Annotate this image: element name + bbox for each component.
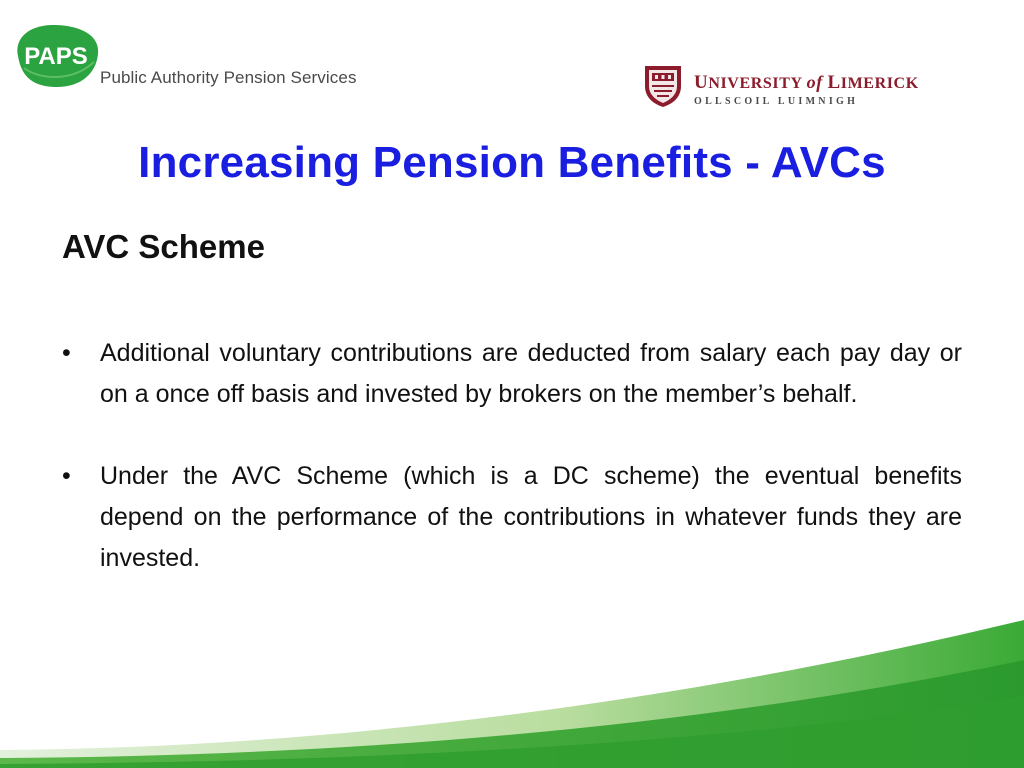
paps-tagline: Public Authority Pension Services	[100, 68, 357, 87]
bullet-item	[62, 333, 962, 415]
bullet-list	[62, 333, 962, 620]
bullet-text: Under the AVC Scheme (which is a DC scheme) the eventual benefits depend on the performance of the contributions in whatever funds they are invested.	[100, 462, 962, 572]
bullet-text: Additional voluntary contributions are deducted from salary each pay day or on a once off basis and invested by brokers on the member’s behalf.	[100, 339, 962, 408]
paps-logo-text: PAPS	[24, 43, 88, 70]
bullet-marker: •	[62, 339, 71, 367]
green-swoosh-decoration	[0, 600, 1024, 768]
paps-logo-icon	[10, 22, 102, 90]
university-irish-name: OLLSCOIL LUIMNIGH	[694, 96, 859, 107]
university-crest-icon	[640, 62, 686, 108]
slide-title: Increasing Pension Benefits - AVCs	[138, 138, 886, 187]
university-name-word-1: NIVERSITY	[708, 75, 803, 92]
slide-subtitle: AVC Scheme	[62, 228, 265, 265]
university-name	[694, 72, 919, 94]
university-name-initial-l: L	[827, 72, 841, 93]
bullet-marker: •	[62, 462, 71, 490]
bullet-item	[62, 456, 962, 579]
university-name-of: of	[806, 72, 823, 92]
university-name-word-2: IMERICK	[840, 75, 919, 92]
university-name-initial-u: U	[694, 72, 709, 93]
